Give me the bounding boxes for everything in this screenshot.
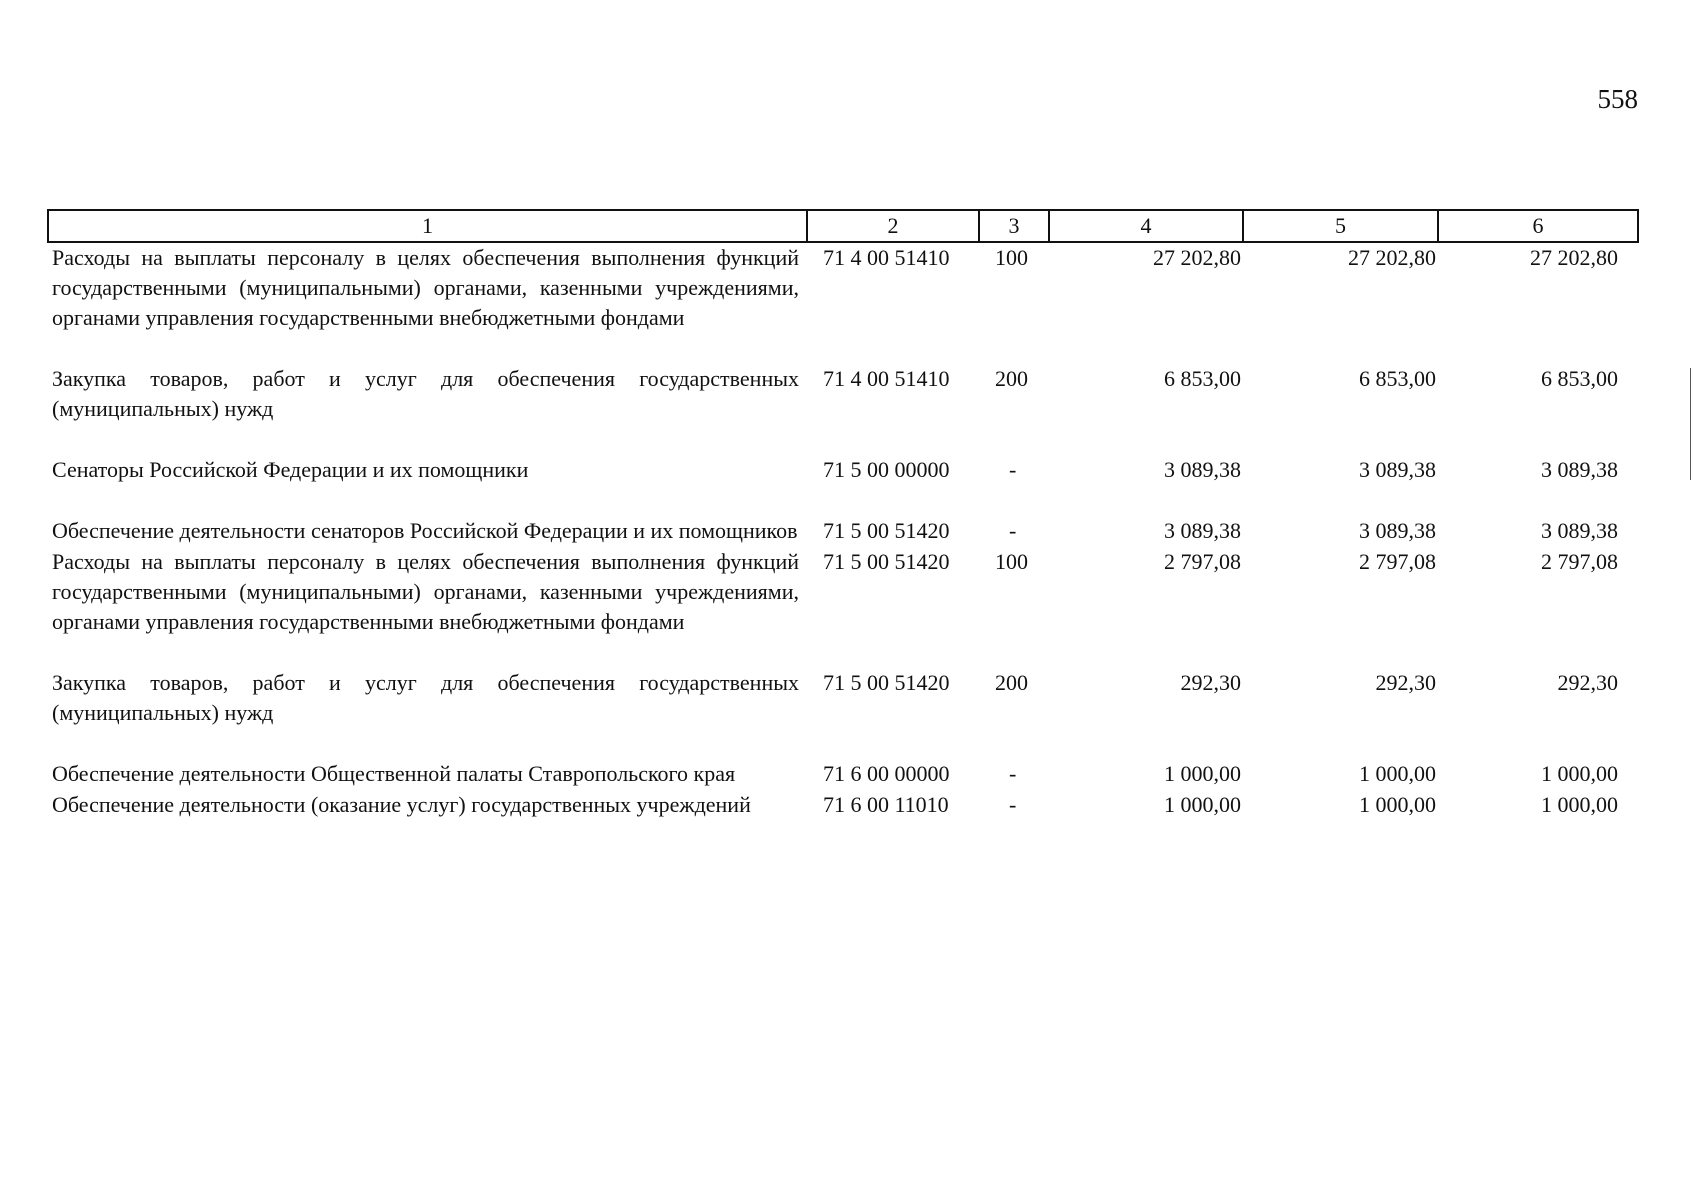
row-amount-col4: 292,30 xyxy=(1180,670,1241,695)
row-amount-col6: 1 000,00 xyxy=(1541,761,1618,786)
row-amount-col4: 3 089,38 xyxy=(1164,457,1241,482)
row-amount-col5: 3 089,38 xyxy=(1359,457,1436,482)
header-cell-2: 2 xyxy=(807,210,979,242)
table-row xyxy=(48,455,1638,516)
row-code: 71 4 00 51410 xyxy=(823,366,950,391)
page-number: 558 xyxy=(1597,84,1638,114)
row-name: Закупка товаров, работ и услуг для обеспечения государственных (муниципальных) нужд xyxy=(52,670,799,725)
row-code: 71 5 00 51420 xyxy=(823,518,950,543)
table-header xyxy=(48,210,1638,242)
row-amount-col5: 1 000,00 xyxy=(1359,792,1436,817)
row-code: 71 5 00 51420 xyxy=(823,549,950,574)
row-code: 71 6 00 00000 xyxy=(823,761,950,786)
table-body xyxy=(48,242,1638,820)
header-cell-3: 3 xyxy=(979,210,1049,242)
row-amount-col5: 292,30 xyxy=(1375,670,1436,695)
row-vr: 200 xyxy=(995,366,1028,391)
row-amount-col6: 1 000,00 xyxy=(1541,792,1618,817)
table-row xyxy=(48,790,1638,820)
header-row xyxy=(48,210,1638,242)
row-vr: - xyxy=(1009,792,1017,817)
table-row xyxy=(48,759,1638,790)
row-vr: 100 xyxy=(995,549,1028,574)
row-vr: - xyxy=(1009,518,1017,543)
row-name: Закупка товаров, работ и услуг для обеспечения государственных (муниципальных) нужд xyxy=(52,366,799,421)
row-code: 71 5 00 51420 xyxy=(823,670,950,695)
row-vr: 200 xyxy=(995,670,1028,695)
row-amount-col6: 3 089,38 xyxy=(1541,518,1618,543)
row-amount-col5: 1 000,00 xyxy=(1359,761,1436,786)
row-name: Расходы на выплаты персоналу в целях обеспечения выполнения функций государственными (муниципальными) органами, казенными учреждениями, органами управления государственными внебюджетными фондами xyxy=(52,549,799,634)
table-row xyxy=(48,364,1638,455)
row-vr: - xyxy=(1009,457,1017,482)
row-amount-col5: 2 797,08 xyxy=(1359,549,1436,574)
row-code: 71 6 00 11010 xyxy=(823,792,949,817)
row-amount-col5: 6 853,00 xyxy=(1359,366,1436,391)
row-amount-col4: 2 797,08 xyxy=(1164,549,1241,574)
row-amount-col6: 3 089,38 xyxy=(1541,457,1618,482)
row-name: Расходы на выплаты персоналу в целях обеспечения выполнения функций государственными (муниципальными) органами, казенными учреждениями, органами управления государственными внебюджетными фондами xyxy=(52,245,799,330)
row-amount-col4: 6 853,00 xyxy=(1164,366,1241,391)
row-amount-col6: 6 853,00 xyxy=(1541,366,1618,391)
row-amount-col5: 27 202,80 xyxy=(1348,245,1436,270)
row-amount-col4: 27 202,80 xyxy=(1153,245,1241,270)
scan-edge-mark xyxy=(1690,368,1691,480)
row-vr: 100 xyxy=(995,245,1028,270)
header-cell-1: 1 xyxy=(48,210,807,242)
row-name: Обеспечение деятельности сенаторов Российской Федерации и их помощников xyxy=(52,518,798,543)
row-amount-col5: 3 089,38 xyxy=(1359,518,1436,543)
row-amount-col6: 292,30 xyxy=(1557,670,1618,695)
row-vr: - xyxy=(1009,761,1017,786)
row-amount-col6: 2 797,08 xyxy=(1541,549,1618,574)
header-cell-5: 5 xyxy=(1243,210,1438,242)
row-amount-col4: 3 089,38 xyxy=(1164,518,1241,543)
row-amount-col4: 1 000,00 xyxy=(1164,761,1241,786)
row-code: 71 4 00 51410 xyxy=(823,245,950,270)
row-code: 71 5 00 00000 xyxy=(823,457,950,482)
row-amount-col6: 27 202,80 xyxy=(1530,245,1618,270)
header-cell-6: 6 xyxy=(1438,210,1638,242)
table-row xyxy=(48,242,1638,364)
budget-table xyxy=(47,209,1639,820)
row-name: Сенаторы Российской Федерации и их помощники xyxy=(52,457,529,482)
row-name: Обеспечение деятельности (оказание услуг) государственных учреждений xyxy=(52,792,751,817)
table-row xyxy=(48,547,1638,668)
table-row xyxy=(48,516,1638,547)
row-amount-col4: 1 000,00 xyxy=(1164,792,1241,817)
table-row xyxy=(48,668,1638,759)
header-cell-4: 4 xyxy=(1049,210,1243,242)
row-name: Обеспечение деятельности Общественной палаты Ставропольского края xyxy=(52,761,736,786)
